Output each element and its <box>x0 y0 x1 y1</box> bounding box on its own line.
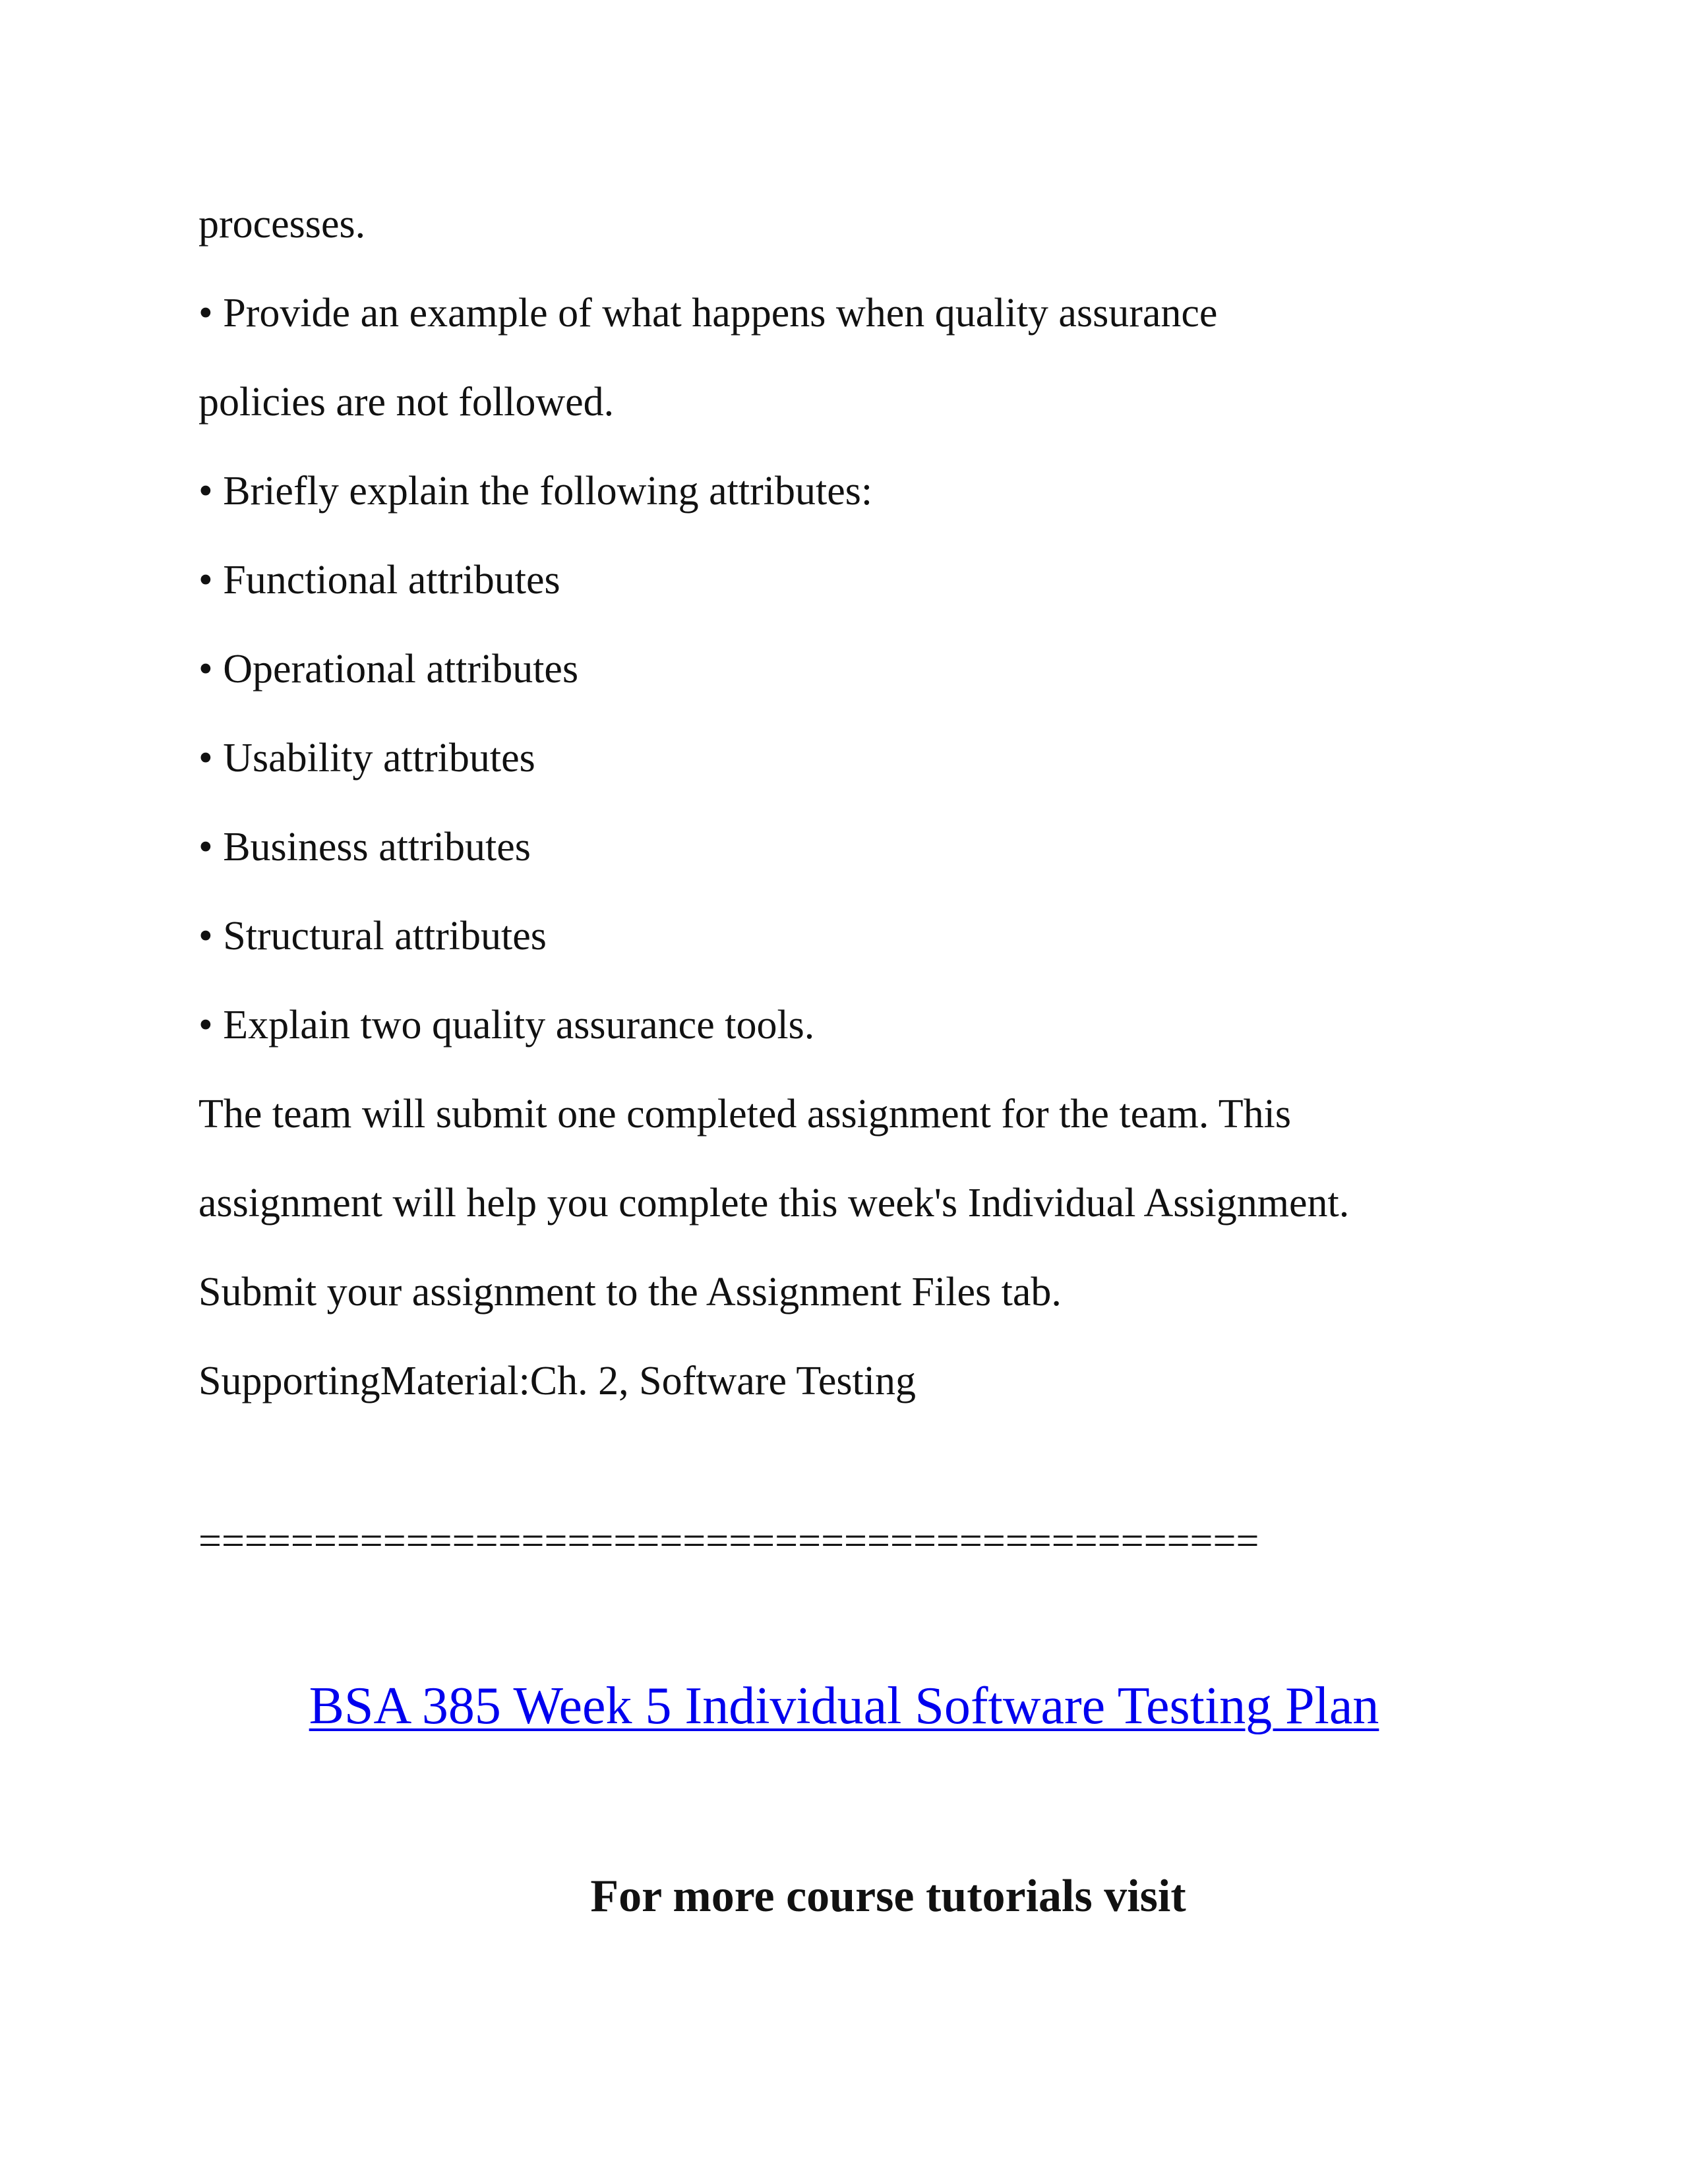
section-divider: ============================================== <box>198 1519 1259 1564</box>
bullet-explain-tools: • Explain two quality assurance tools. <box>198 1003 815 1048</box>
bullet-structural-attributes: • Structural attributes <box>198 914 547 959</box>
bullet-functional-attributes: • Functional attributes <box>198 558 560 603</box>
body-line-processes: processes. <box>198 202 366 247</box>
next-assignment-heading <box>0 1674 1688 1738</box>
footer-tutorials-heading: For more course tutorials visit <box>590 1871 1186 1922</box>
body-line-policies: policies are not followed. <box>198 380 615 425</box>
next-assignment-link[interactable]: BSA 385 Week 5 Individual Software Testing Plan <box>309 1677 1379 1735</box>
bullet-operational-attributes: • Operational attributes <box>198 647 579 692</box>
bullet-briefly-explain: • Briefly explain the following attributes: <box>198 469 873 514</box>
body-line-submit-files: Submit your assignment to the Assignment Files tab. <box>198 1270 1062 1314</box>
body-line-supporting-material: SupportingMaterial:Ch. 2, Software Testing <box>198 1359 916 1403</box>
bullet-usability-attributes: • Usability attributes <box>198 736 535 781</box>
bullet-business-attributes: • Business attributes <box>198 825 531 870</box>
bullet-provide-example: • Provide an example of what happens when quality assurance <box>198 291 1218 336</box>
body-line-assignment-help: assignment will help you complete this week's Individual Assignment. <box>198 1181 1350 1225</box>
body-line-team-submit: The team will submit one completed assignment for the team. This <box>198 1092 1291 1136</box>
